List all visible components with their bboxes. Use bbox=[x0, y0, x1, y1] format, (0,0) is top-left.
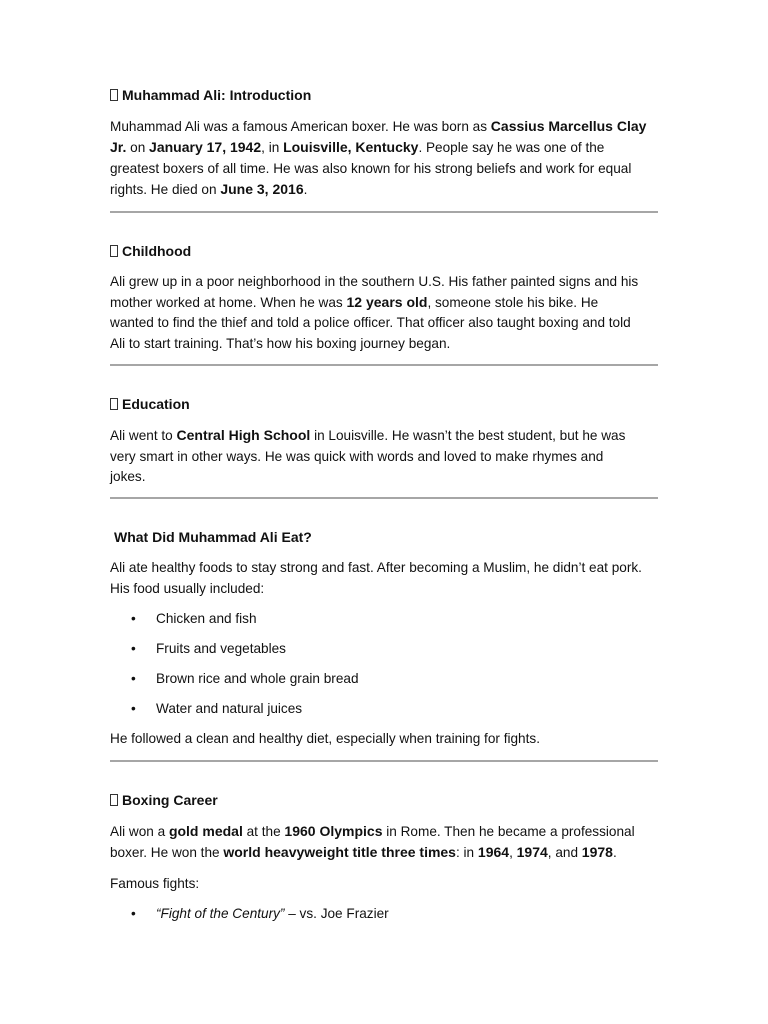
text-run: at the bbox=[242, 823, 285, 839]
medal-highlight: gold medal bbox=[168, 822, 243, 839]
text-run: in Louisville. He wasn’t the best student, but he was very smart in other ways. He was quick with words and loved to make rhymes and jokes. bbox=[110, 428, 626, 485]
education-paragraph bbox=[110, 425, 642, 487]
text-run: Muhammad Ali was a famous American boxer. He was born as bbox=[110, 119, 491, 134]
text-run: Ali went to bbox=[110, 428, 177, 444]
school-name: Central High School bbox=[176, 427, 311, 444]
diet-list bbox=[110, 609, 658, 719]
text-run: in Rome. Then he became a professional boxer. He won the bbox=[110, 823, 635, 861]
text-run: Ali won a bbox=[110, 823, 169, 839]
document-content bbox=[110, 84, 658, 924]
text-run: Ali grew up in a poor neighborhood in the southern U.S. His father painted signs and his mother worked at home. When he was bbox=[110, 273, 639, 311]
heading-text: Education bbox=[122, 396, 190, 413]
heading-text: What Did Muhammad Ali Eat? bbox=[114, 529, 312, 546]
fights-list bbox=[110, 904, 658, 924]
list-item bbox=[110, 904, 658, 924]
section-heading-education bbox=[110, 393, 658, 415]
missing-glyph-icon bbox=[110, 794, 118, 806]
text-run: , bbox=[509, 845, 517, 861]
diet-outro: He followed a clean and healthy diet, especially when training for fights. bbox=[110, 731, 540, 747]
list-item: • Fruits and vegetables bbox=[110, 639, 658, 659]
intro-paragraph bbox=[110, 116, 650, 201]
text-run: . bbox=[612, 845, 617, 861]
text-run: , someone stole his bike. He wanted to find the thief and told a police officer. That officer also taught boxing and told Ali to start training. That’s how his boxing journey began. bbox=[110, 295, 631, 351]
text-run: on bbox=[126, 140, 150, 156]
famous-fights-label: Famous fights: bbox=[110, 875, 200, 891]
fight-title: “Fight of the Century” bbox=[156, 905, 285, 921]
year-highlight: 1978 bbox=[581, 844, 613, 861]
heading-text: Boxing Career bbox=[122, 791, 218, 808]
list-item: • Brown rice and whole grain bread bbox=[110, 669, 658, 689]
text-run: , in bbox=[261, 140, 284, 156]
heading-text: Childhood bbox=[122, 242, 192, 259]
section-heading-intro bbox=[110, 84, 658, 106]
section-heading-diet bbox=[110, 526, 658, 548]
year-highlight: 1964 bbox=[477, 844, 510, 861]
list-item: • Chicken and fish bbox=[110, 609, 658, 629]
olympics-highlight: 1960 Olympics bbox=[284, 822, 383, 839]
diet-intro: Ali ate healthy foods to stay strong and fast. After becoming a Muslim, he didn’t eat pork. His food usually included: bbox=[110, 560, 642, 596]
death-date: June 3, 2016 bbox=[220, 181, 304, 198]
career-paragraph bbox=[110, 821, 650, 864]
title-highlight: world heavyweight title three times bbox=[223, 844, 456, 861]
missing-glyph-icon bbox=[110, 89, 118, 101]
missing-glyph-icon bbox=[110, 245, 118, 257]
text-run: : in bbox=[455, 845, 478, 861]
birth-place: Louisville, Kentucky bbox=[283, 139, 419, 156]
list-item: • Water and natural juices bbox=[110, 699, 658, 719]
text-run: , and bbox=[547, 845, 582, 861]
section-heading-career bbox=[110, 789, 658, 811]
fight-opponent: – vs. Joe Frazier bbox=[284, 905, 389, 921]
birth-date: January 17, 1942 bbox=[149, 139, 262, 156]
missing-glyph-icon bbox=[110, 398, 118, 410]
birth-name: Cassius Marcellus Clay Jr. bbox=[110, 118, 647, 156]
text-run: . bbox=[303, 182, 308, 198]
text-run: . People say he was one of the greatest boxers of all time. He was also known for his strong beliefs and work for equal rights. He died on bbox=[110, 140, 632, 198]
age-highlight: 12 years old bbox=[346, 294, 428, 311]
childhood-paragraph bbox=[110, 272, 642, 355]
year-highlight: 1974 bbox=[516, 844, 548, 861]
section-heading-childhood bbox=[110, 240, 658, 262]
heading-text: Muhammad Ali: Introduction bbox=[122, 87, 312, 103]
